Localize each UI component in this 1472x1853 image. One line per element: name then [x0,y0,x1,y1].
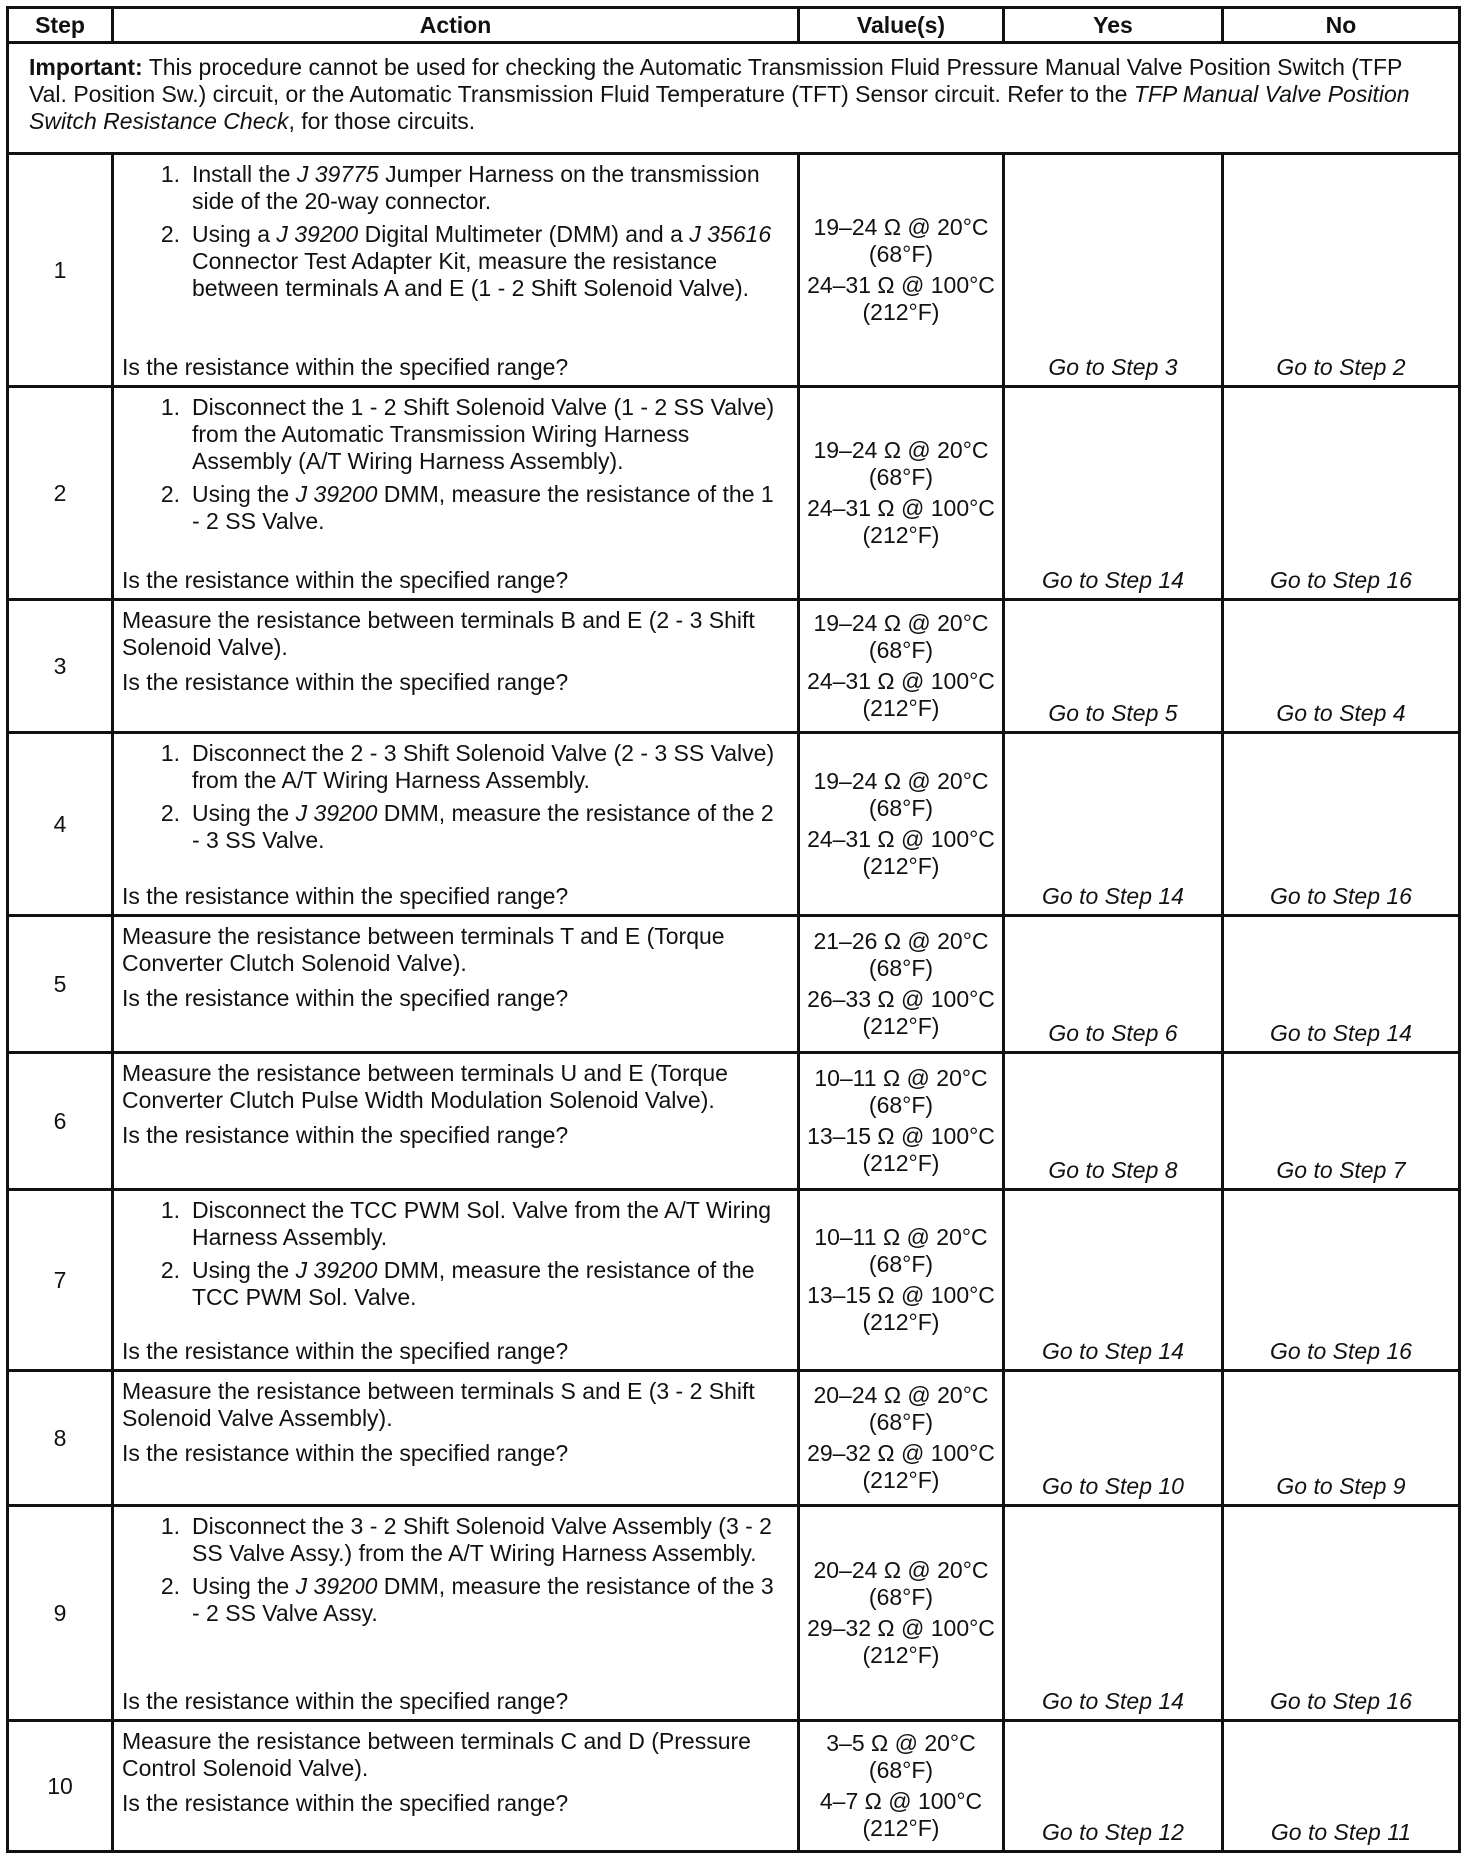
step-number: 9 [8,1506,113,1721]
action-text-segment: Using the [192,800,296,826]
resistance-value: 19–24 Ω @ 20°C (68°F) [813,768,989,821]
step-number: 5 [8,916,113,1053]
action-item [132,481,783,535]
step-row [8,1053,1460,1190]
action-item-text [192,1197,783,1251]
action-text: Measure the resistance between terminals C and D (Pressure Control Solenoid Valve). [122,1728,751,1781]
action-item-text [192,161,783,215]
question-text: Is the resistance within the specified range? [122,1338,569,1364]
resistance-value: 29–32 Ω @ 100°C (212°F) [807,1440,995,1493]
step-number: 7 [8,1190,113,1371]
action-item [132,800,783,854]
important-row [8,43,1460,154]
resistance-value: 24–31 Ω @ 100°C (212°F) [807,272,995,325]
values-cell [799,733,1004,916]
step-number: 3 [8,600,113,733]
action-item [132,221,783,302]
action-item-text [192,221,783,302]
values-cell [799,1371,1004,1506]
tool-reference: J 39200 [276,221,359,247]
resistance-value: 29–32 Ω @ 100°C (212°F) [807,1615,995,1668]
step-row [8,1506,1460,1721]
question-text: Is the resistance within the specified range? [122,1440,569,1466]
action-item [132,394,783,475]
action-item-number: 2. [160,800,180,826]
action-item-number: 2. [160,221,180,247]
action-item [132,1513,783,1567]
no-goto: Go to Step 2 [1223,154,1460,387]
values-cell [799,1721,1004,1852]
yes-goto: Go to Step 3 [1004,154,1223,387]
resistance-value: 26–33 Ω @ 100°C (212°F) [807,986,995,1039]
action-text-segment: Using a [192,221,277,247]
action-item-text [192,1573,783,1627]
no-goto: Go to Step 16 [1223,387,1460,600]
resistance-value: 3–5 Ω @ 20°C (68°F) [826,1730,976,1783]
action-item [132,1257,783,1311]
yes-goto: Go to Step 14 [1004,387,1223,600]
action-item [132,161,783,215]
no-goto: Go to Step 11 [1223,1721,1460,1852]
diagnostic-procedure-table [6,6,1461,1853]
resistance-value: 10–11 Ω @ 20°C (68°F) [814,1224,988,1277]
yes-goto: Go to Step 14 [1004,1190,1223,1371]
yes-goto: Go to Step 12 [1004,1721,1223,1852]
values-cell [799,387,1004,600]
values-cell [799,916,1004,1053]
question-text: Is the resistance within the specified range? [122,354,569,380]
action-cell [113,1506,799,1721]
action-text-segment: Disconnect the 2 - 3 Shift Solenoid Valve (2 - 3 SS Valve) from the A/T Wiring Harness Assembly. [192,740,775,793]
yes-goto: Go to Step 5 [1004,600,1223,733]
action-text: Measure the resistance between terminals U and E (Torque Converter Clutch Pulse Width Modulation Solenoid Valve). [122,1060,728,1113]
important-text-2: , for those circuits. [288,108,476,134]
action-cell [113,600,799,733]
action-text-segment: Digital Multimeter (DMM) and a [358,221,690,247]
step-number: 6 [8,1053,113,1190]
step-number: 10 [8,1721,113,1852]
tool-reference: J 35616 [689,221,772,247]
action-item-number: 2. [160,1257,180,1283]
tool-reference: J 39775 [296,161,379,187]
action-item [132,1197,783,1251]
action-text: Measure the resistance between terminals S and E (3 - 2 Shift Solenoid Valve Assembly). [122,1378,755,1431]
tool-reference: J 39200 [295,1257,378,1283]
action-item-number: 2. [160,481,180,507]
values-cell [799,600,1004,733]
action-item-number: 1. [160,394,180,420]
action-item-number: 2. [160,1573,180,1599]
step-row [8,154,1460,387]
yes-goto: Go to Step 10 [1004,1371,1223,1506]
resistance-value: 4–7 Ω @ 100°C (212°F) [819,1788,983,1841]
header-yes: Yes [1004,8,1223,43]
action-item [132,1573,783,1627]
action-text-segment: DMM, measure the resistance of the 2 - 3 SS Valve. [192,800,774,853]
question-text: Is the resistance within the specified range? [122,883,569,909]
no-goto: Go to Step 7 [1223,1053,1460,1190]
question-text: Is the resistance within the specified range? [122,985,569,1011]
resistance-value: 19–24 Ω @ 20°C (68°F) [813,214,989,267]
header-no: No [1223,8,1460,43]
tool-reference: J 39200 [295,481,378,507]
action-cell [113,1371,799,1506]
action-item-text [192,740,783,794]
step-row [8,733,1460,916]
resistance-value: 19–24 Ω @ 20°C (68°F) [813,437,989,490]
action-item-number: 1. [160,1197,180,1223]
resistance-value: 24–31 Ω @ 100°C (212°F) [807,826,995,879]
action-item-text [192,800,783,854]
action-text-segment: DMM, measure the resistance of the TCC PWM Sol. Valve. [192,1257,755,1310]
action-text-segment: Using the [192,481,296,507]
no-goto: Go to Step 4 [1223,600,1460,733]
yes-goto: Go to Step 6 [1004,916,1223,1053]
step-number: 1 [8,154,113,387]
action-item-number: 1. [160,161,180,187]
important-text-1: This procedure cannot be used for checking the Automatic Transmission Fluid Pressure Manual Valve Position Switch (TFP Val. Position Sw.) circuit, or the Automatic Transmission Fluid Temperature (TFT) Sensor circuit. Refer to the [29,54,1402,107]
yes-goto: Go to Step 14 [1004,1506,1223,1721]
step-number: 2 [8,387,113,600]
header-step: Step [8,8,113,43]
header-values: Value(s) [799,8,1004,43]
action-text: Measure the resistance between terminals B and E (2 - 3 Shift Solenoid Valve). [122,607,755,660]
no-goto: Go to Step 9 [1223,1371,1460,1506]
action-text-segment: Using the [192,1573,296,1599]
step-row [8,1721,1460,1852]
action-cell [113,916,799,1053]
action-cell [113,1053,799,1190]
step-number: 8 [8,1371,113,1506]
important-label: Important: [29,54,143,80]
resistance-value: 13–15 Ω @ 100°C (212°F) [807,1123,995,1176]
action-item-text [192,1257,783,1311]
yes-goto: Go to Step 8 [1004,1053,1223,1190]
no-goto: Go to Step 14 [1223,916,1460,1053]
tool-reference: J 39200 [295,1573,378,1599]
important-note [8,43,1460,154]
header-action: Action [113,8,799,43]
action-text-segment: Jumper Harness on the transmission side of the 20-way connector. [192,161,760,214]
resistance-value: 21–26 Ω @ 20°C (68°F) [813,928,989,981]
yes-goto: Go to Step 14 [1004,733,1223,916]
action-cell [113,154,799,387]
step-row [8,600,1460,733]
values-cell [799,1190,1004,1371]
action-text-segment: DMM, measure the resistance of the 3 - 2 SS Valve Assy. [192,1573,774,1626]
values-cell [799,154,1004,387]
values-cell [799,1506,1004,1721]
no-goto: Go to Step 16 [1223,1506,1460,1721]
question-text: Is the resistance within the specified range? [122,1790,569,1816]
resistance-value: 10–11 Ω @ 20°C (68°F) [814,1065,988,1118]
step-row [8,1190,1460,1371]
resistance-value: 24–31 Ω @ 100°C (212°F) [807,668,995,721]
action-text-segment: Disconnect the 1 - 2 Shift Solenoid Valve (1 - 2 SS Valve) from the Automatic Transmission Wiring Harness Assembly (A/T Wiring Harness Assembly). [192,394,775,474]
action-item [132,740,783,794]
action-text-segment: Connector Test Adapter Kit, measure the resistance between terminals A and E (1 - 2 Shift Solenoid Valve). [192,248,749,301]
resistance-value: 13–15 Ω @ 100°C (212°F) [807,1282,995,1335]
resistance-value: 20–24 Ω @ 20°C (68°F) [813,1382,989,1435]
question-text: Is the resistance within the specified range? [122,567,569,593]
action-text-segment: DMM, measure the resistance of the 1 - 2 SS Valve. [192,481,774,534]
tool-reference: J 39200 [295,800,378,826]
action-item-text [192,481,783,535]
no-goto: Go to Step 16 [1223,1190,1460,1371]
header-row [8,8,1460,43]
action-item-text [192,394,783,475]
action-item-number: 1. [160,740,180,766]
no-goto: Go to Step 16 [1223,733,1460,916]
resistance-value: 20–24 Ω @ 20°C (68°F) [813,1557,989,1610]
action-item-number: 1. [160,1513,180,1539]
action-text-segment: Install the [192,161,297,187]
action-text-segment: Disconnect the 3 - 2 Shift Solenoid Valve Assembly (3 - 2 SS Valve Assy.) from the A/T Wiring Harness Assembly. [192,1513,772,1566]
values-cell [799,1053,1004,1190]
resistance-value: 19–24 Ω @ 20°C (68°F) [813,610,989,663]
action-text: Measure the resistance between terminals T and E (Torque Converter Clutch Solenoid Valve). [122,923,725,976]
question-text: Is the resistance within the specified range? [122,1122,569,1148]
action-text-segment: Disconnect the TCC PWM Sol. Valve from the A/T Wiring Harness Assembly. [192,1197,772,1250]
action-item-text [192,1513,783,1567]
step-row [8,387,1460,600]
question-text: Is the resistance within the specified range? [122,1688,569,1714]
action-cell [113,1190,799,1371]
step-row [8,1371,1460,1506]
resistance-value: 24–31 Ω @ 100°C (212°F) [807,495,995,548]
step-number: 4 [8,733,113,916]
question-text: Is the resistance within the specified range? [122,669,569,695]
step-row [8,916,1460,1053]
action-text-segment: Using the [192,1257,296,1283]
action-cell [113,387,799,600]
important-reference: TFP Manual Valve Position Switch Resistance Check [29,81,1410,134]
action-cell [113,1721,799,1852]
action-cell [113,733,799,916]
